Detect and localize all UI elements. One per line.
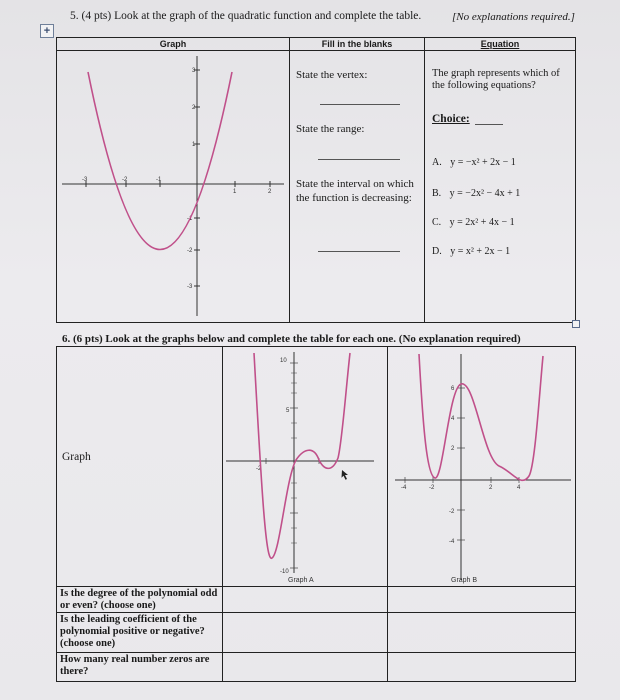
- y-tick-label: 6: [451, 386, 455, 392]
- y-tick-label: -2: [449, 509, 455, 515]
- range-prompt: State the range:: [296, 123, 365, 135]
- question-5-note: [No explanations required.]: [452, 11, 575, 23]
- choice-letter: C.: [432, 217, 442, 228]
- interval-prompt: State the interval on which the function is decreasing:: [296, 178, 414, 204]
- y-tick-label: -4: [449, 539, 455, 545]
- choice-letter: A.: [432, 157, 442, 168]
- header-graph: Graph: [159, 39, 187, 49]
- row-graph-label: Graph: [62, 451, 91, 463]
- x-tick-label: -4: [401, 485, 407, 491]
- y-tick-bottom: -10: [280, 569, 289, 575]
- question-5-title: 5. (4 pts) Look at the graph of the quadratic function and complete the table.: [70, 10, 422, 22]
- y-tick-label: 2: [192, 105, 196, 111]
- graph-a-caption: Graph A: [288, 577, 314, 584]
- choice-b[interactable]: [432, 187, 520, 201]
- y-tick-label: 1: [192, 142, 196, 148]
- choice-equation: y = x² + 2x − 1: [450, 246, 511, 257]
- choice-equation: y = 2x² + 4x − 1: [449, 217, 515, 228]
- x-tick-label: -2: [122, 177, 128, 183]
- y-tick-label: 4: [451, 416, 455, 422]
- header-equation: Equation: [480, 39, 520, 49]
- header-blanks: Fill in the blanks: [321, 39, 393, 49]
- choice-a[interactable]: [432, 156, 516, 170]
- vertex-prompt: State the vertex:: [296, 69, 368, 81]
- leading-coefficient-question: Is the leading coefficient of the polynomial positive or negative? (choose one): [60, 614, 205, 649]
- graph-b: [389, 348, 574, 586]
- question-6-title: 6. (6 pts) Look at the graphs below and complete the table for each one. (No explanation required): [62, 333, 521, 345]
- cursor-icon: [342, 470, 349, 480]
- y-tick-label: -1: [187, 216, 193, 222]
- x-tick-neg: -2: [256, 466, 262, 472]
- y-tick-label: 2: [451, 446, 455, 452]
- equation-prompt: The graph represents which of the following equations?: [432, 68, 560, 91]
- y-tick-label: -2: [187, 248, 193, 254]
- choice-equation: y = −x² + 2x − 1: [450, 157, 516, 168]
- choice-letter: B.: [432, 188, 442, 199]
- expand-table-icon[interactable]: +: [40, 24, 54, 38]
- parabola-curve: [88, 72, 232, 250]
- range-answer-blank[interactable]: [318, 159, 400, 160]
- real-zeros-question: How many real number zeros are there?: [60, 654, 210, 677]
- y-tick-label: 3: [192, 68, 196, 74]
- y-tick-mid: 5: [286, 408, 290, 414]
- choice-d[interactable]: [432, 245, 510, 259]
- y-tick-top: 10: [280, 358, 287, 364]
- choice-equation: y = −2x² − 4x + 1: [449, 188, 521, 199]
- graph-b-caption: Graph B: [451, 577, 478, 584]
- x-tick-label: 1: [233, 189, 237, 195]
- graph-a: [224, 348, 386, 586]
- x-tick-label: 2: [489, 485, 493, 491]
- vertex-answer-blank[interactable]: [320, 104, 400, 105]
- parabola-graph: [60, 52, 286, 320]
- choice-answer-blank[interactable]: [475, 124, 503, 125]
- x-tick-label: -3: [82, 177, 88, 183]
- choice-c[interactable]: [432, 216, 515, 230]
- degree-question: Is the degree of the polynomial odd or even? (choose one): [60, 588, 218, 611]
- x-tick-label: 4: [517, 485, 521, 491]
- graph-a-curve: [254, 353, 350, 558]
- choice-letter: D.: [432, 246, 442, 257]
- x-tick-label: 2: [268, 189, 272, 195]
- resize-handle-icon[interactable]: [572, 320, 580, 328]
- x-tick-label: -1: [156, 177, 162, 183]
- choice-label: Choice:: [432, 113, 470, 125]
- interval-answer-blank[interactable]: [318, 251, 400, 252]
- x-tick-label: -2: [429, 485, 435, 491]
- y-tick-label: -3: [187, 284, 193, 290]
- graph-b-curve: [419, 354, 543, 480]
